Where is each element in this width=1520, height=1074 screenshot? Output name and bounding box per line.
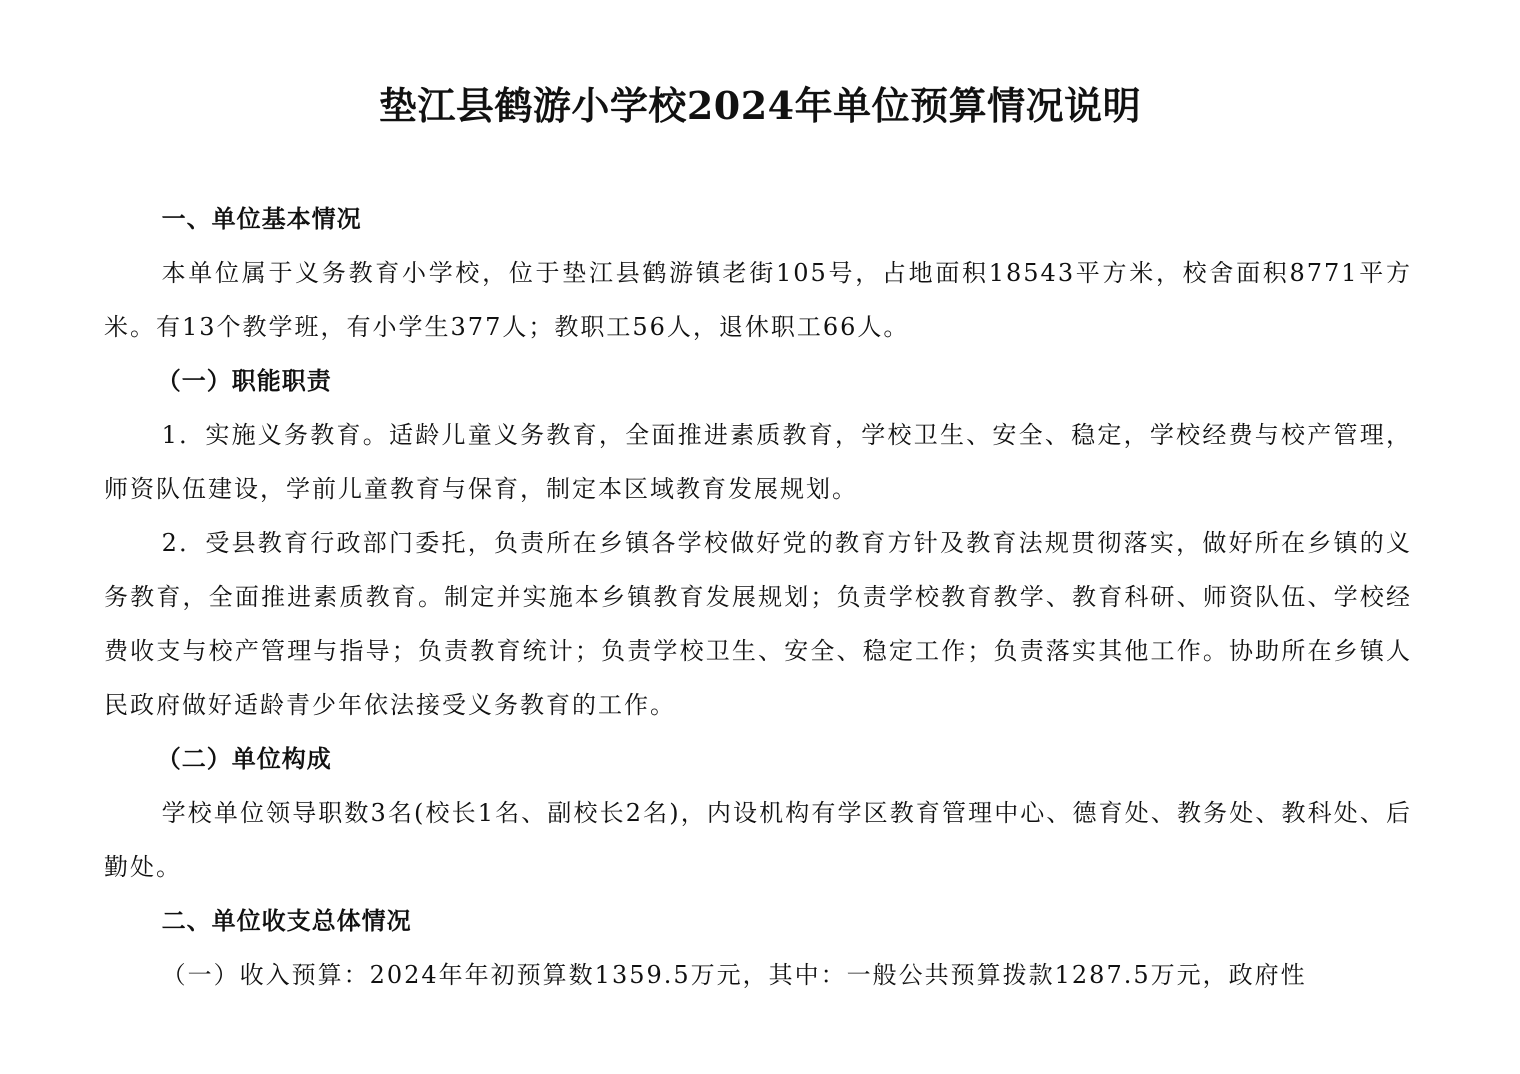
income-budget-paragraph: （一）收入预算：2024年年初预算数1359.5万元，其中：一般公共预算拨款1287.5万元，政府性: [161, 961, 1307, 989]
section-heading-budget-overview: 二、单位收支总体情况: [161, 906, 412, 935]
subsection-heading-duties: （一）职能职责: [156, 366, 332, 395]
document-title: 垫江县鹤游小学校2024年单位预算情况说明: [378, 83, 1142, 128]
section-heading-basic-info: 一、单位基本情况: [161, 204, 362, 233]
duty-item-1: 1．实施义务教育。适龄儿童义务教育，全面推进素质教育，学校卫生、安全、稳定，学校经费与校产管理，师资队伍建设，学前儿童教育与保育，制定本区域教育发展规划。: [104, 421, 1412, 503]
duty-item-2: 2．受县教育行政部门委托，负责所在乡镇各学校做好党的教育方针及教育法规贯彻落实，做好所在乡镇的义务教育，全面推进素质教育。制定并实施本乡镇教育发展规划；负责学校教育教学、教育科研、师资队伍、学校经费收支与校产管理与指导；负责教育统计；负责学校卫生、安全、稳定工作；负责落实其他工作。协助所在乡镇人民政府做好适龄青少年依法接受义务教育的工作。: [104, 529, 1412, 719]
subsection-heading-composition: （二）单位构成: [156, 744, 332, 773]
composition-paragraph: 学校单位领导职数3名(校长1名、副校长2名)，内设机构有学区教育管理中心、德育处、教务处、教科处、后勤处。: [104, 799, 1412, 881]
basic-info-paragraph: 本单位属于义务教育小学校，位于垫江县鹤游镇老街105号，占地面积18543平方米，校舍面积8771平方米。有13个教学班，有小学生377人；教职工56人，退休职工66人。: [104, 259, 1412, 341]
document-body: [104, 192, 1412, 1002]
